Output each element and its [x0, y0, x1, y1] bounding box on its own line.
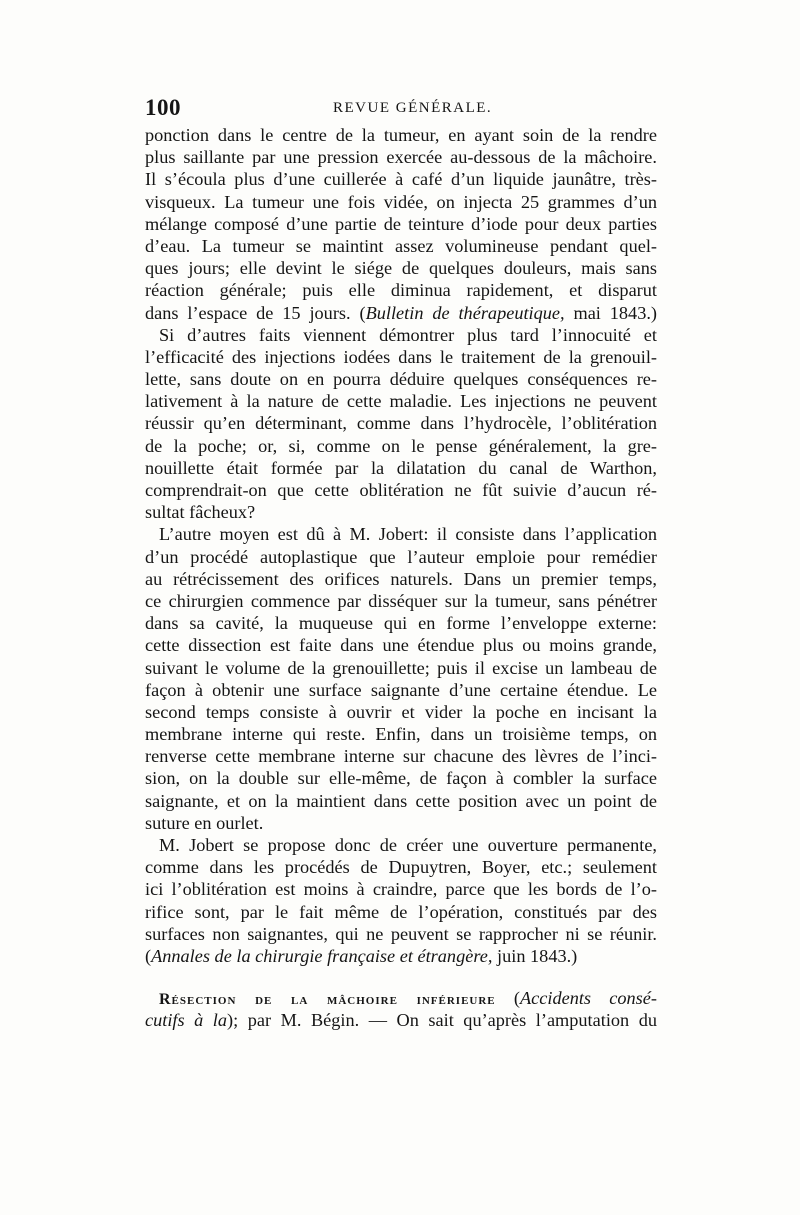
text-line: mélange composé d’une partie de teinture d’iode pour deux parties	[145, 213, 657, 234]
text-line: suture en ourlet.	[145, 812, 264, 833]
section-start	[145, 987, 657, 1031]
text-line: réaction générale; puis elle diminua rapidement, et disparut	[145, 280, 657, 301]
text-line	[145, 1009, 657, 1031]
text-line: rifice sont, par le fait même de l’opération, constitués par des	[145, 901, 657, 922]
section-heading: Résection de la mâchoire inférieure	[159, 991, 496, 1009]
text-line: L’autre moyen est dû à M. Jobert: il consiste dans l’application	[159, 524, 657, 545]
text-line: dans sa cavité, la muqueuse qui en forme l’enveloppe externe:	[145, 613, 657, 634]
text-fragment: (	[145, 945, 152, 966]
text-line: de la poche; or, si, comme on le pense généralement, la gre-	[145, 435, 657, 456]
text-fragment: (	[495, 988, 520, 1009]
text-fragment: juin 1843.)	[492, 945, 578, 966]
text-line: sion, on la double sur elle-même, de façon à combler la surface	[145, 768, 657, 789]
text-line: ques jours; elle devint le siége de quelques douleurs, mais sans	[145, 258, 657, 279]
page-header	[145, 95, 657, 125]
text-line: visqueux. La tumeur une fois vidée, on injecta 25 grammes d’un	[145, 191, 657, 212]
text-line: ici l’oblitération est moins à craindre, parce que les bords de l’o-	[145, 879, 657, 900]
text-line: d’eau. La tumeur se maintint assez volumineuse pendant quel-	[145, 235, 657, 256]
page-number: 100	[145, 95, 181, 120]
text-line: Il s’écoula plus d’une cuillerée à café d’un liquide jaunâtre, très-	[145, 169, 657, 190]
text-line	[145, 945, 657, 967]
citation-title: Bulletin de thérapeutique,	[365, 302, 565, 323]
text-line: plus saillante par une pression exercée au-dessous de la mâchoire.	[145, 147, 657, 168]
text-line: comme dans les procédés de Dupuytren, Boyer, etc.; seulement	[145, 857, 657, 878]
text-line	[145, 302, 657, 324]
paragraph-4	[145, 834, 657, 967]
text-line: renverse cette membrane interne sur chacune des lèvres de l’inci-	[145, 746, 657, 767]
text-line: l’efficacité des injections iodées dans le traitement de la grenouil-	[145, 346, 657, 367]
text-line: suivant le volume de la grenouillette; puis il excise un lambeau de	[145, 657, 657, 678]
italic-fragment: cutifs à la	[145, 1010, 228, 1031]
text-line: membrane interne qui reste. Enfin, dans un troisième temps, on	[145, 724, 657, 745]
text-line: surfaces non saignantes, qui ne peuvent se rapprocher ni se réunir.	[145, 923, 657, 944]
text-line: ponction dans le centre de la tumeur, en ayant soin de la rendre	[145, 125, 657, 145]
text-line: d’un procédé autoplastique que l’auteur emploie pour remédier	[145, 546, 657, 567]
text-line: lette, sans doute on en pourra déduire quelques conséquences re-	[145, 369, 657, 390]
text-line: lativement à la nature de cette maladie. Les injections ne peuvent	[145, 391, 657, 412]
text-line: second temps consiste à ouvrir et vider la poche en incisant la	[145, 701, 657, 722]
text-line: nouillette était formée par la dilatation du canal de Warthon,	[145, 457, 657, 478]
running-title: REVUE GÉNÉRALE.	[333, 100, 493, 116]
section-gap	[145, 967, 657, 987]
text-line: cette dissection est faite dans une étendue plus ou moins grande,	[145, 635, 657, 656]
text-line: façon à obtenir une surface saignante d’une certaine étendue. Le	[145, 679, 657, 700]
text-line	[145, 987, 657, 1009]
text-line: Si d’autres faits viennent démontrer plus tard l’innocuité et	[159, 324, 657, 345]
text-line: M. Jobert se propose donc de créer une ouverture permanente,	[159, 835, 657, 855]
body-text	[145, 124, 657, 1032]
text-line: comprendrait-on que cette oblitération ne fût suivie d’aucun ré-	[145, 480, 657, 500]
italic-fragment: Accidents consé-	[519, 988, 657, 1009]
text-line: réussir qu’en déterminant, comme dans l’hydrocèle, l’oblitération	[145, 413, 657, 434]
text-line: au rétrécissement des orifices naturels. Dans un premier temps,	[145, 568, 657, 589]
text-line: ce chirurgien commence par disséquer sur la tumeur, sans pénétrer	[145, 590, 657, 611]
text-line: sultat fâcheux?	[145, 502, 256, 523]
citation-title: Annales de la chirurgie française et étrangère,	[151, 945, 493, 966]
paragraph-3	[145, 523, 657, 834]
text-fragment: mai 1843.)	[564, 302, 657, 323]
paragraph-2	[145, 324, 657, 524]
text-fragment: ); par M. Bégin. — On sait qu’après l’amputation du	[227, 1010, 658, 1031]
paragraph-1	[145, 124, 657, 324]
text-line: saignante, et on la maintient dans cette position avec un point de	[145, 790, 657, 811]
text-fragment: dans l’espace de 15 jours. (	[145, 302, 366, 323]
